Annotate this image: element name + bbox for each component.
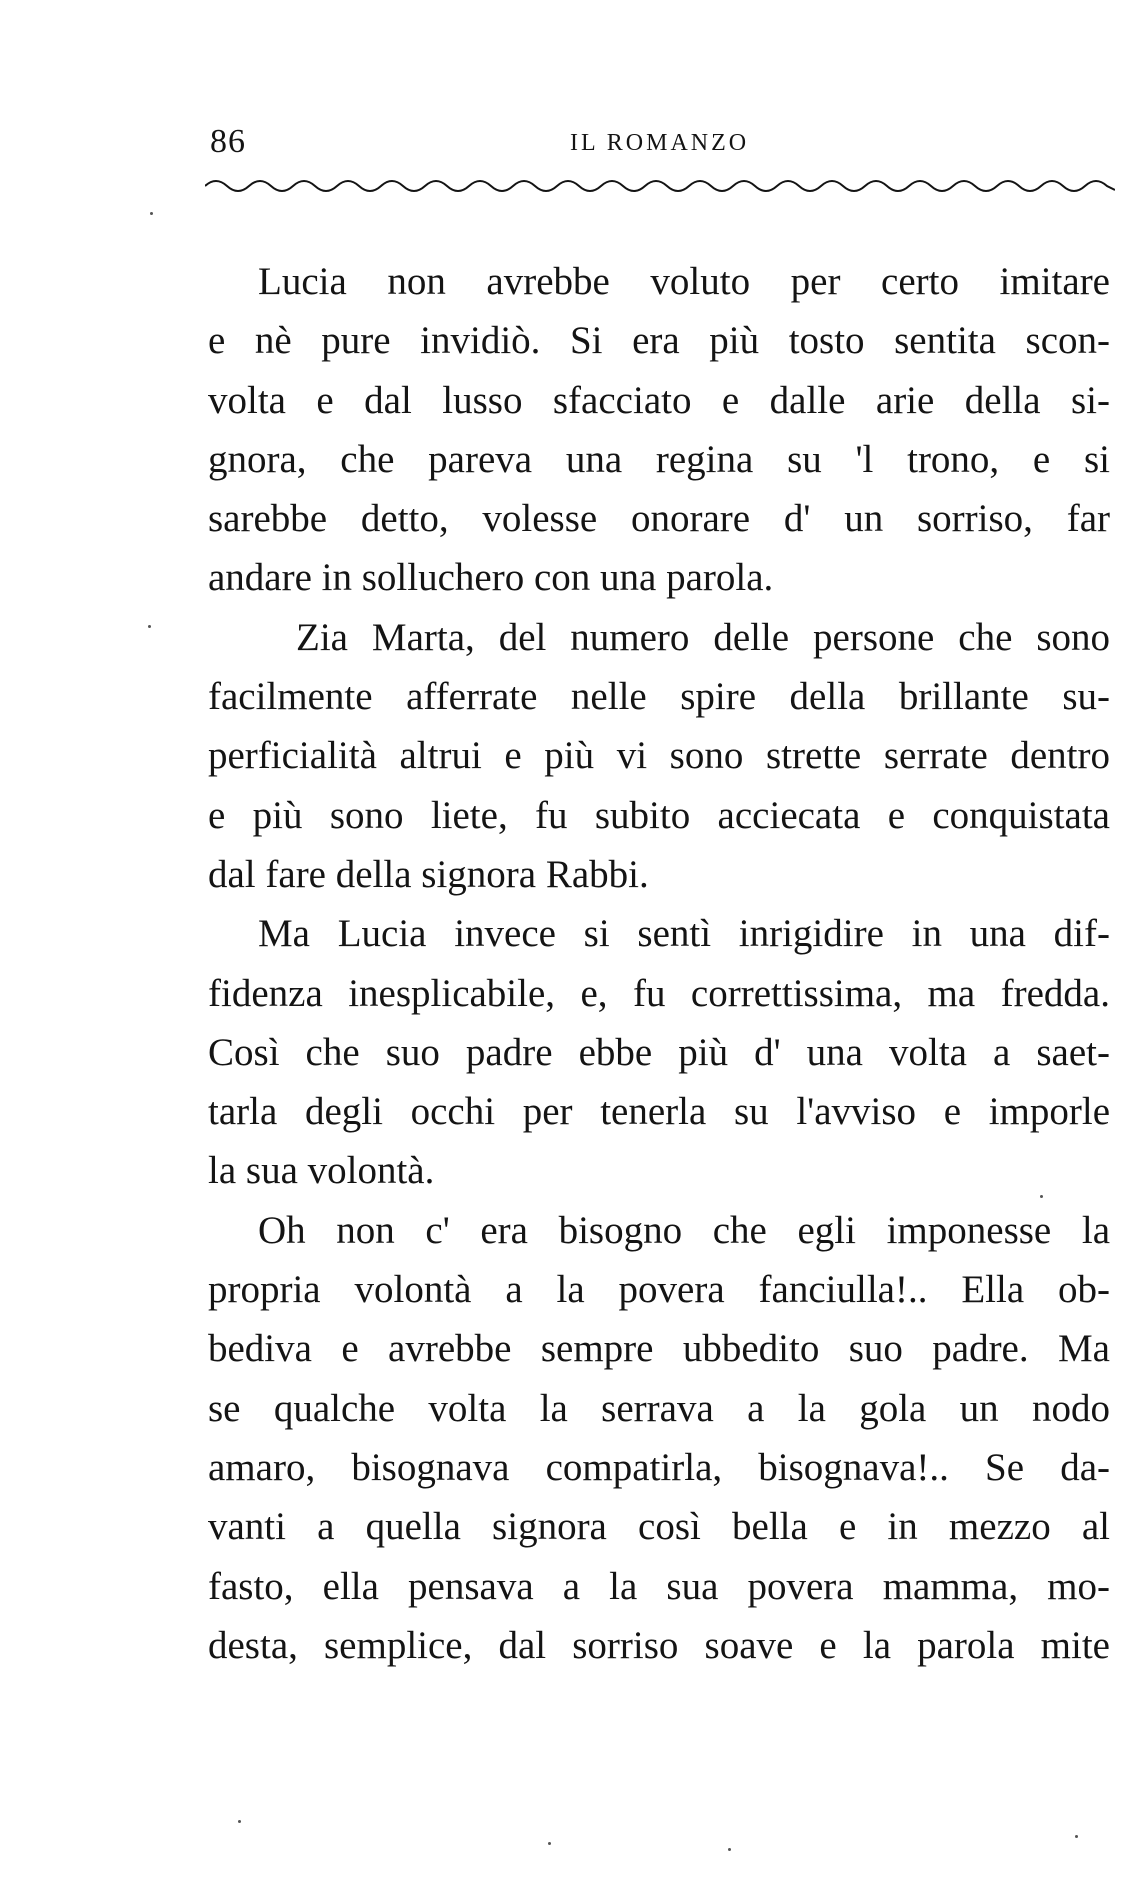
text-line: gnora, che pareva una regina su 'l trono, e si xyxy=(208,437,1110,481)
text-line: fasto, ella pensava a la sua povera mamma, mo- xyxy=(208,1564,1110,1608)
text-line: bediva e avrebbe sempre ubbedito suo padre. Ma xyxy=(208,1327,1110,1371)
text-line: perficialità altrui e più vi sono strette serrate dentro xyxy=(208,734,1110,778)
print-speck xyxy=(150,212,153,215)
text-line: vanti a quella signora così bella e in mezzo al xyxy=(208,1505,1110,1549)
paragraph-2 xyxy=(208,608,1110,904)
text-line: fidenza inesplicabile, e, fu correttissima, ma fredda. xyxy=(208,971,1110,1015)
print-speck xyxy=(1075,1835,1078,1838)
paragraph-4 xyxy=(208,1201,1110,1675)
text-line: amaro, bisognava compatirla, bisognava!.. Se da- xyxy=(208,1445,1110,1489)
paragraph-3 xyxy=(208,904,1110,1200)
text-line: Ma Lucia invece si sentì inrigidire in una dif- xyxy=(258,912,1110,956)
paragraph-1 xyxy=(208,252,1110,608)
text-line: e nè pure invidiò. Si era più tosto sentita scon- xyxy=(208,319,1110,363)
running-head xyxy=(210,122,1110,162)
page-number: 86 xyxy=(210,123,246,160)
text-line: Lucia non avrebbe voluto per certo imitare xyxy=(258,260,1110,303)
text-line: dal fare della signora Rabbi. xyxy=(208,852,649,896)
running-title: IL ROMANZO xyxy=(570,130,750,156)
body-text xyxy=(208,252,1110,1675)
print-speck xyxy=(548,1842,551,1845)
print-speck xyxy=(728,1848,731,1851)
print-speck xyxy=(148,625,151,628)
text-line: tarla degli occhi per tenerla su l'avviso e imporle xyxy=(208,1090,1110,1134)
wavy-rule-ornament xyxy=(205,174,1115,194)
text-line: sarebbe detto, volesse onorare d' un sorriso, far xyxy=(208,497,1110,541)
text-line: Zia Marta, del numero delle persone che sono xyxy=(296,615,1110,659)
text-line: Oh non c' era bisogno che egli imponesse la xyxy=(258,1208,1110,1252)
text-line: la sua volontà. xyxy=(208,1149,435,1193)
text-line: andare in solluchero con una parola. xyxy=(208,556,774,600)
text-line: volta e dal lusso sfacciato e dalle arie della si- xyxy=(208,378,1110,422)
print-speck xyxy=(238,1820,241,1823)
text-line: propria volontà a la povera fanciulla!.. Ella ob- xyxy=(208,1268,1110,1312)
text-line: e più sono liete, fu subito acciecata e conquistata xyxy=(208,793,1110,837)
print-speck xyxy=(1040,1195,1043,1198)
text-line: desta, semplice, dal sorriso soave e la parola mite xyxy=(208,1623,1110,1667)
text-line: Così che suo padre ebbe più d' una volta a saet- xyxy=(208,1030,1110,1074)
text-line: se qualche volta la serrava a la gola un nodo xyxy=(208,1386,1110,1430)
text-line: facilmente afferrate nelle spire della brillante su- xyxy=(208,675,1110,719)
